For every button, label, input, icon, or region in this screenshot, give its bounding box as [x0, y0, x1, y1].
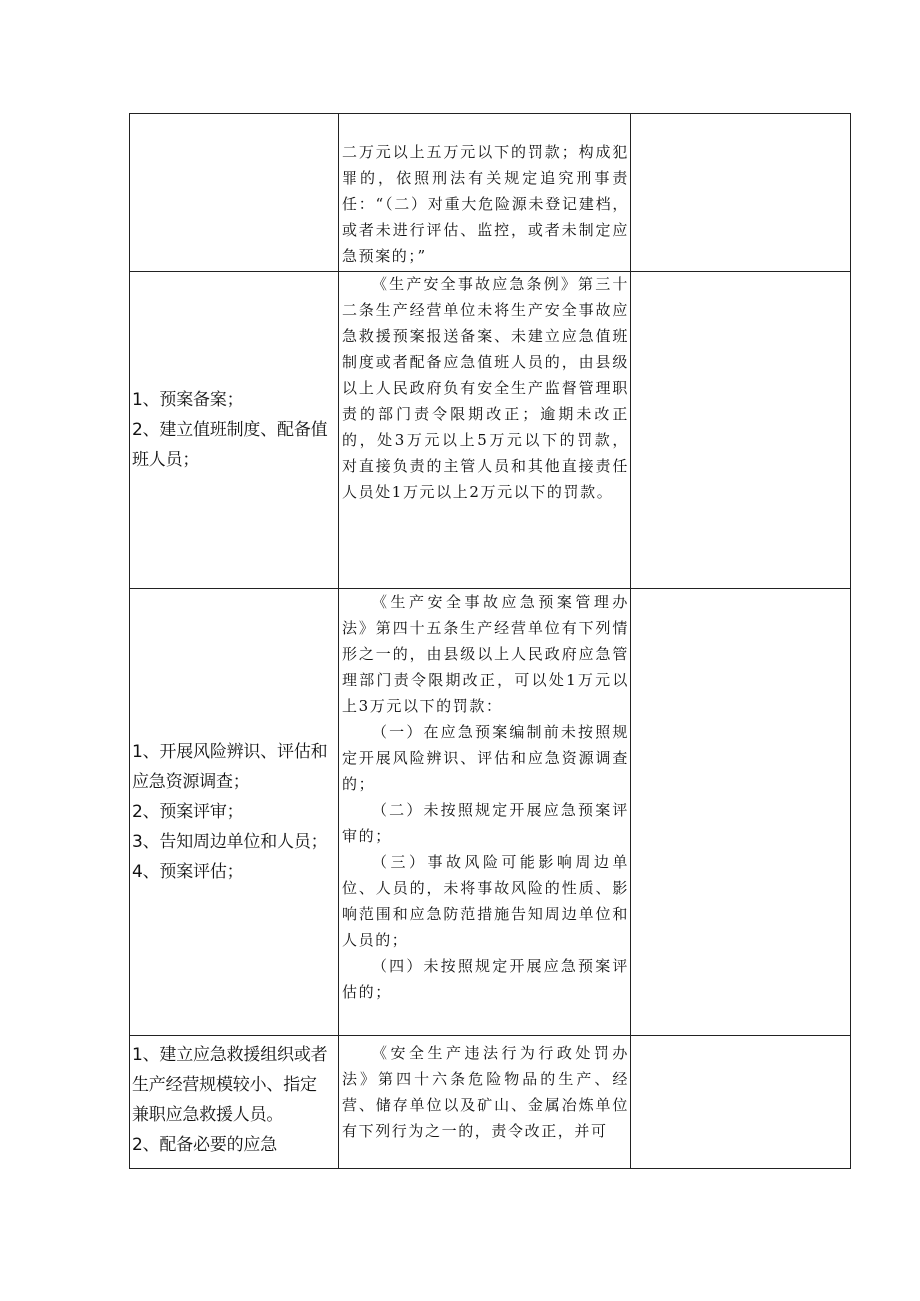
requirement-cell [130, 1036, 339, 1169]
legal-basis-cell [339, 114, 631, 272]
legal-basis-cell [339, 1036, 631, 1169]
requirement-line: 兼职应急救援人员。 [132, 1105, 284, 1125]
remark-cell [631, 114, 851, 272]
remark-cell [631, 1036, 851, 1169]
legal-basis-cell [339, 272, 631, 589]
legal-basis-text: 《生产安全事故应急条例》第三十二条生产经营单位未将生产安全事故应急救援预案报送备案、未建立应急值班制度或者配备应急值班人员的，由县级以上人民政府负有安全生产监督管理职责的部门责令限期改正；逾期未改正的，处3万元以上5万元以下的罚款，对直接负责的主管人员和其他直接责任人员处1万元以上2万元以下的罚款。 [342, 275, 629, 501]
legal-basis-paragraph: （一）在应急预案编制前未按照规定开展风险辨识、评估和应急资源调查的； [342, 723, 629, 793]
regulation-table [129, 113, 851, 1169]
requirement-line: 2、配备必要的应急 [132, 1135, 278, 1155]
requirement-line: 2、预案评审； [132, 802, 244, 822]
remark-cell [631, 272, 851, 589]
requirement-line: 1、开展风险辨识、评估和 [132, 742, 328, 762]
requirement-cell [130, 272, 339, 589]
requirement-line: 应急资源调查； [132, 772, 250, 792]
requirement-line: 2、建立值班制度、配备值 [132, 420, 328, 440]
table-row [130, 1036, 851, 1169]
requirement-line: 生产经营规模较小、指定 [132, 1075, 317, 1095]
requirement-line: 1、预案备案； [132, 390, 244, 410]
requirement-line: 班人员； [132, 450, 200, 470]
legal-basis-text: 二万元以上五万元以下的罚款；构成犯罪的，依照刑法有关规定追究刑事责任：“（二）对重大危险源未登记建档，或者未进行评估、监控，或者未制定应急预案的；” [342, 143, 629, 265]
requirement-line: 3、告知周边单位和人员； [132, 832, 328, 852]
legal-basis-paragraph: （二）未按照规定开展应急预案评审的； [342, 801, 629, 845]
requirement-cell [130, 589, 339, 1036]
requirement-line: 1、建立应急救援组织或者 [132, 1045, 328, 1065]
table-row [130, 589, 851, 1036]
legal-basis-paragraph: （四）未按照规定开展应急预案评估的； [342, 957, 629, 1001]
remark-cell [631, 589, 851, 1036]
requirement-line: 4、预案评估； [132, 862, 244, 882]
legal-basis-paragraph: （三）事故风险可能影响周边单位、人员的，未将事故风险的性质、影响范围和应急防范措施告知周边单位和人员的； [342, 853, 629, 949]
legal-basis-cell [339, 589, 631, 1036]
requirement-cell [130, 114, 339, 272]
legal-basis-paragraph: 《生产安全事故应急预案管理办法》第四十五条生产经营单位有下列情形之一的，由县级以上人民政府应急管理部门责令限期改正，可以处1万元以上3万元以下的罚款： [342, 593, 629, 715]
table-row [130, 272, 851, 589]
table-row [130, 114, 851, 272]
legal-basis-text: 《安全生产违法行为行政处罚办法》第四十六条危险物品的生产、经营、储存单位以及矿山、金属冶炼单位有下列行为之一的，责令改正，并可 [342, 1044, 629, 1140]
